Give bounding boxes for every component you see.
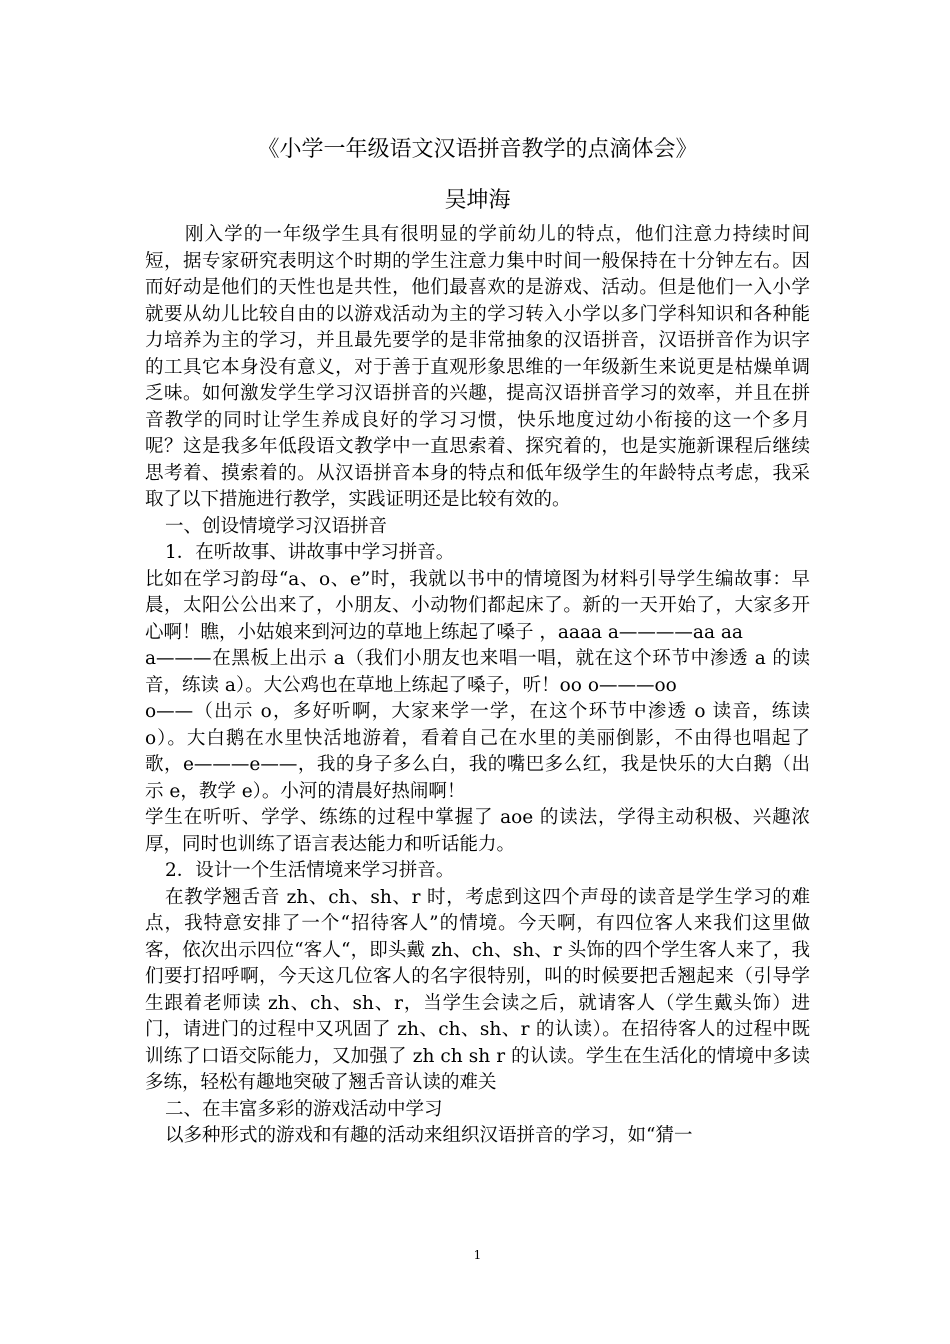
- paragraph-summary: 学生在听听、学学、练练的过程中掌握了 aoe 的读法，学得主动积极、兴趣浓厚，同时也训练了语言表达能力和听话能力。: [145, 807, 810, 855]
- section-heading-2: 二、在丰富多彩的游戏活动中学习: [165, 1098, 443, 1120]
- paragraph-story-o: a———在黑板上出示 a（我们小朋友也来唱一唱，就在这个环节中渗透 a 的读音，练读 a）。大公鸡也在草地上练起了嗓子，听！oo o———oo: [145, 648, 810, 696]
- document-body: [145, 222, 810, 1150]
- paragraph-scenario: 在教学翘舌音 zh、ch、sh、r 时，考虑到这四个声母的读音是学生学习的难点，我特意安排了一个“招待客人”的情境。今天啊，有四位客人来我们这里做客，依次出示四位“客人“，即头戴 zh、ch、sh、r 头饰的四个学生客人来了，我们要打招呼啊，今天这几位客人的名字很特别，叫的时候要把舌翘起来（引导学生跟着老师读 zh、ch、sh、r，当学生会读之后，就请客人（学生戴头饰）进门，请进门的过程中又巩固了 zh、ch、sh、r 的认读）。在招待客人的过程中既训练了口语交际能力，又加强了 zh ch sh r 的认读。学生在生活化的情境中多读多练，轻松有趣地突破了翘舌音认读的难关: [145, 886, 810, 1093]
- page-number: 1: [473, 1248, 482, 1262]
- paragraph-story-e: o——（出示 o，多好听啊，大家来学一学，在这个环节中渗透 o 读音，练读 o）。大白鹅在水里快活地游着，看着自己在水里的美丽倒影，不由得也唱起了歌，e———e——，我的身子多么白，我的嘴巴多么红，我是快乐的大白鹅（出示 e，教学 e）。小河的清晨好热闹啊！: [145, 701, 810, 802]
- document-page: [145, 0, 810, 1344]
- paragraph-story-a: 比如在学习韵母“a、o、e”时，我就以书中的情境图为材料引导学生编故事：早晨，太阳公公出来了，小朋友、小动物们都起床了。新的一天开始了，大家多开心啊！瞧，小姑娘来到河边的草地上练起了嗓子 ，aaaa a————aa aa: [145, 568, 810, 643]
- document-author: 吴坤海: [444, 188, 511, 213]
- subsection-heading-2: 2．设计一个生活情境来学习拼音。: [165, 860, 455, 881]
- section-heading-1: 一、创设情境学习汉语拼音: [165, 515, 388, 537]
- document-title: 《小学一年级语文汉语拼音教学的点滴体会》: [257, 137, 698, 162]
- paragraph-games: 以多种形式的游戏和有趣的活动来组织汉语拼音的学习，如“猜一: [165, 1125, 693, 1146]
- paragraph-intro: 刚入学的一年级学生具有很明显的学前幼儿的特点，他们注意力持续时间短，据专家研究表明这个时期的学生注意力集中时间一般保持在十分钟左右。因而好动是他们的天性也是共性，他们最喜欢的是游戏、活动。但是他们一入小学就要从幼儿比较自由的以游戏活动为主的学习转入小学以多门学科知识和各种能力培养为主的学习，并且最先要学的是非常抽象的汉语拼音，汉语拼音作为识字的工具它本身没有意义，对于善于直观形象思维的一年级新生来说更是枯燥单调乏味。如何激发学生学习汉语拼音的兴趣，提高汉语拼音学习的效率，并且在拼音教学的同时让学生养成良好的学习习惯，快乐地度过幼小衔接的这一个多月呢？这是我多年低段语文教学中一直思索着、探究着的，也是实施新课程后继续思考着、摸索着的。从汉语拼音本身的特点和低年级学生的年龄特点考虑，我采取了以下措施进行教学，实践证明还是比较有效的。: [145, 224, 810, 510]
- subsection-heading-1: 1．在听故事、讲故事中学习拼音。: [165, 542, 455, 563]
